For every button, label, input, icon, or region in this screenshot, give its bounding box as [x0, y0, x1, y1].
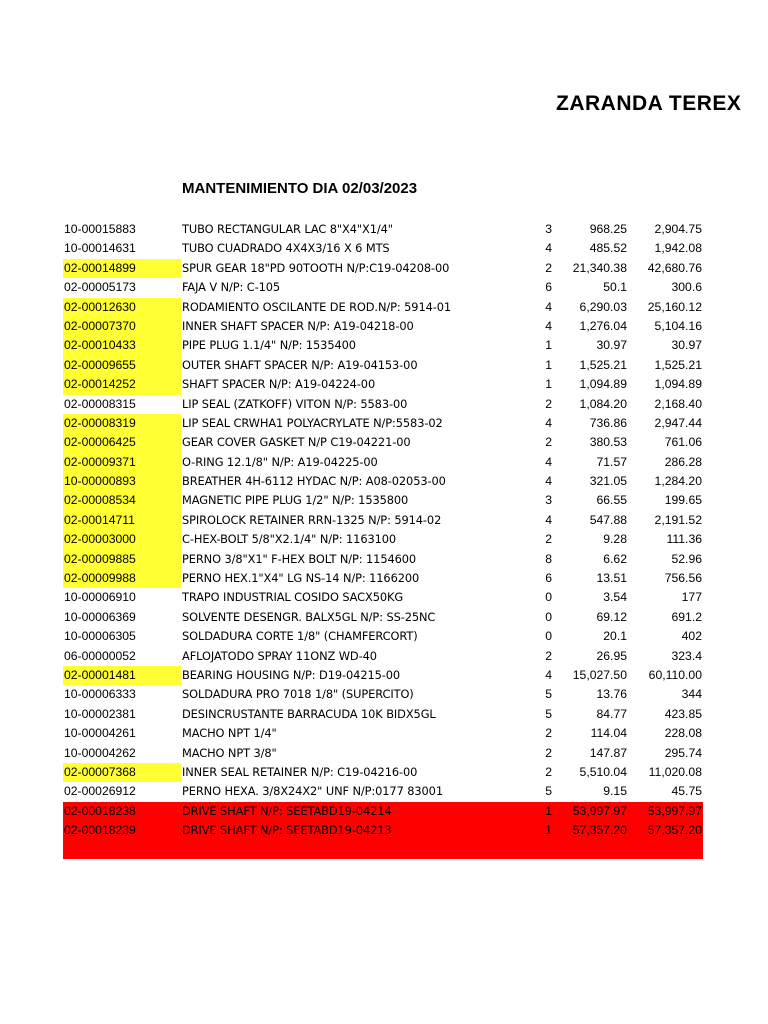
- description-cell[interactable]: TUBO RECTANGULAR LAC 8"X4"X1/4": [182, 222, 393, 236]
- table-row[interactable]: [0, 802, 768, 821]
- parts-table: [0, 220, 768, 841]
- table-row[interactable]: [0, 782, 768, 801]
- quantity-cell[interactable]: 2: [545, 532, 552, 547]
- total-cell[interactable]: 177: [681, 590, 702, 605]
- table-row[interactable]: [0, 744, 768, 763]
- total-cell[interactable]: 2,168.40: [654, 396, 702, 411]
- quantity-cell[interactable]: 1: [545, 823, 552, 838]
- code-cell[interactable]: 02-00014711: [63, 511, 181, 530]
- total-cell[interactable]: 111.36: [666, 532, 702, 547]
- unit-price-cell[interactable]: 147.87: [589, 745, 627, 760]
- total-cell[interactable]: 42,680.76: [647, 260, 702, 275]
- code-cell[interactable]: 10-00014631: [64, 241, 136, 256]
- total-cell[interactable]: 5,104.16: [654, 318, 702, 333]
- table-row[interactable]: [0, 666, 768, 685]
- description-cell[interactable]: DESINCRUSTANTE BARRACUDA 10K BIDX5GL: [182, 706, 436, 721]
- unit-price-cell[interactable]: 21,340.38: [572, 260, 627, 275]
- unit-price-cell[interactable]: 13.51: [596, 571, 627, 586]
- description-cell[interactable]: LIP SEAL (ZATKOFF) VITON N/P: 5583-00: [182, 396, 408, 411]
- code-cell[interactable]: 02-00014252: [63, 375, 181, 394]
- quantity-cell[interactable]: 5: [545, 687, 552, 702]
- quantity-cell[interactable]: 4: [545, 512, 552, 527]
- unit-price-cell[interactable]: 380.53: [589, 435, 627, 450]
- description-cell[interactable]: INNER SHAFT SPACER N/P: A19-04218-00: [182, 318, 414, 333]
- unit-price-cell[interactable]: 53,997.97: [572, 803, 627, 818]
- code-cell[interactable]: 10-00000893: [63, 472, 181, 491]
- table-row[interactable]: [0, 511, 768, 530]
- description-cell[interactable]: C-HEX-BOLT 5/8"X2.1/4" N/P: 1163100: [182, 532, 397, 547]
- unit-price-cell[interactable]: 9.15: [603, 784, 627, 799]
- table-row[interactable]: [0, 569, 768, 588]
- code-cell[interactable]: 02-00003000: [63, 530, 181, 549]
- code-cell[interactable]: 02-00007370: [63, 317, 181, 336]
- description-cell[interactable]: SOLVENTE DESENGR. BALX5GL N/P: SS-25NC: [182, 609, 436, 624]
- description-cell[interactable]: OUTER SHAFT SPACER N/P: A19-04153-00: [182, 357, 418, 372]
- quantity-cell[interactable]: 1: [545, 338, 552, 353]
- code-cell[interactable]: 02-00009988: [63, 569, 181, 588]
- table-row[interactable]: [0, 433, 768, 452]
- unit-price-cell[interactable]: 1,084.20: [579, 396, 627, 411]
- table-row[interactable]: [0, 588, 768, 607]
- code-cell[interactable]: 02-00009371: [63, 453, 181, 472]
- unit-price-cell[interactable]: 1,276.04: [579, 318, 627, 333]
- quantity-cell[interactable]: 0: [545, 590, 552, 605]
- unit-price-cell[interactable]: 485.52: [589, 241, 627, 256]
- table-row[interactable]: [0, 375, 768, 394]
- quantity-cell[interactable]: 4: [545, 474, 552, 489]
- quantity-cell[interactable]: 1: [545, 803, 552, 818]
- description-cell[interactable]: INNER SEAL RETAINER N/P: C19-04216-00: [182, 764, 418, 779]
- unit-price-cell[interactable]: 30.97: [596, 338, 627, 353]
- quantity-cell[interactable]: 3: [545, 222, 552, 236]
- code-cell[interactable]: 02-00018238: [64, 803, 136, 818]
- table-row[interactable]: [0, 530, 768, 549]
- total-cell[interactable]: 756.56: [664, 571, 702, 586]
- description-cell[interactable]: PERNO HEXA. 3/8X24X2" UNF N/P:0177 83001: [182, 784, 443, 799]
- code-cell[interactable]: 10-00015883: [64, 222, 136, 236]
- total-cell[interactable]: 402: [681, 629, 702, 644]
- unit-price-cell[interactable]: 26.95: [596, 648, 627, 663]
- description-cell[interactable]: RODAMIENTO OSCILANTE DE ROD.N/P: 5914-01: [182, 299, 452, 314]
- description-cell[interactable]: PERNO HEX.1"X4" LG NS-14 N/P: 1166200: [182, 571, 420, 586]
- code-cell[interactable]: 02-00026912: [64, 784, 136, 799]
- total-cell[interactable]: 423.85: [664, 706, 702, 721]
- description-cell[interactable]: SPUR GEAR 18"PD 90TOOTH N/P:C19-04208-00: [182, 260, 450, 275]
- unit-price-cell[interactable]: 1,094.89: [579, 377, 627, 392]
- table-row[interactable]: [0, 298, 768, 317]
- total-cell[interactable]: 2,191.52: [654, 512, 702, 527]
- quantity-cell[interactable]: 5: [545, 784, 552, 799]
- total-cell[interactable]: 761.06: [664, 435, 702, 450]
- description-cell[interactable]: DRIVE SHAFT N/P: SEETABD19-04213: [182, 823, 392, 838]
- description-cell[interactable]: SOLDADURA CORTE 1/8" (CHAMFERCORT): [182, 629, 418, 644]
- quantity-cell[interactable]: 2: [545, 745, 552, 760]
- unit-price-cell[interactable]: 50.1: [603, 280, 627, 295]
- table-row[interactable]: [0, 239, 768, 258]
- description-cell[interactable]: SPIROLOCK RETAINER RRN-1325 N/P: 5914-02: [182, 512, 442, 527]
- table-row[interactable]: [0, 395, 768, 414]
- table-row[interactable]: [0, 336, 768, 355]
- unit-price-cell[interactable]: 1,525.21: [579, 357, 627, 372]
- description-cell[interactable]: GEAR COVER GASKET N/P C19-04221-00: [182, 435, 411, 450]
- total-cell[interactable]: 691.2: [671, 609, 702, 624]
- code-cell[interactable]: 06-00000052: [64, 648, 136, 663]
- table-row[interactable]: [0, 608, 768, 627]
- table-row[interactable]: [0, 220, 768, 239]
- table-row[interactable]: [0, 491, 768, 510]
- quantity-cell[interactable]: 4: [545, 667, 552, 682]
- total-cell[interactable]: 1,094.89: [654, 377, 702, 392]
- unit-price-cell[interactable]: 3.54: [603, 590, 627, 605]
- description-cell[interactable]: MACHO NPT 3/8": [182, 745, 277, 760]
- table-row[interactable]: [0, 724, 768, 743]
- total-cell[interactable]: 1,284.20: [654, 474, 702, 489]
- code-cell[interactable]: 02-00010433: [63, 336, 181, 355]
- quantity-cell[interactable]: 2: [545, 396, 552, 411]
- unit-price-cell[interactable]: 66.55: [596, 493, 627, 508]
- description-cell[interactable]: MACHO NPT 1/4": [182, 726, 277, 741]
- description-cell[interactable]: SOLDADURA PRO 7018 1/8" (SUPERCITO): [182, 687, 414, 702]
- total-cell[interactable]: 1,942.08: [654, 241, 702, 256]
- description-cell[interactable]: LIP SEAL CRWHA1 POLYACRYLATE N/P:5583-02: [182, 415, 443, 430]
- unit-price-cell[interactable]: 84.77: [596, 706, 627, 721]
- table-row[interactable]: [0, 414, 768, 433]
- table-row[interactable]: [0, 278, 768, 297]
- code-cell[interactable]: 10-00004261: [64, 726, 136, 741]
- total-cell[interactable]: 199.65: [664, 493, 702, 508]
- description-cell[interactable]: AFLOJATODO SPRAY 11ONZ WD-40: [182, 648, 377, 663]
- table-row[interactable]: [0, 763, 768, 782]
- quantity-cell[interactable]: 1: [545, 357, 552, 372]
- description-cell[interactable]: O-RING 12.1/8" N/P: A19-04225-00: [182, 454, 378, 469]
- code-cell[interactable]: 02-00008534: [63, 491, 181, 510]
- table-row[interactable]: [0, 317, 768, 336]
- total-cell[interactable]: 60,110.00: [648, 667, 702, 682]
- code-cell[interactable]: 02-00012630: [63, 298, 181, 317]
- unit-price-cell[interactable]: 6,290.03: [579, 299, 627, 314]
- code-cell[interactable]: 02-00005173: [64, 280, 136, 295]
- code-cell[interactable]: 10-00006369: [64, 609, 136, 624]
- table-row[interactable]: [0, 356, 768, 375]
- unit-price-cell[interactable]: 9.28: [603, 532, 627, 547]
- table-row[interactable]: [0, 705, 768, 724]
- quantity-cell[interactable]: 2: [545, 435, 552, 450]
- description-cell[interactable]: PIPE PLUG 1.1/4" N/P: 1535400: [182, 338, 356, 353]
- quantity-cell[interactable]: 8: [545, 551, 552, 566]
- total-cell[interactable]: 323.4: [671, 648, 702, 663]
- total-cell[interactable]: 2,947.44: [654, 415, 702, 430]
- quantity-cell[interactable]: 2: [545, 260, 552, 275]
- unit-price-cell[interactable]: 20.1: [603, 629, 627, 644]
- maintenance-date-heading: MANTENIMIENTO DIA 02/03/2023: [182, 180, 418, 197]
- total-cell[interactable]: 11,020.08: [648, 764, 702, 779]
- total-cell[interactable]: 295.74: [664, 745, 702, 760]
- total-cell[interactable]: 57,357.20: [647, 823, 702, 838]
- quantity-cell[interactable]: 3: [545, 493, 552, 508]
- table-row[interactable]: [0, 550, 768, 569]
- code-cell[interactable]: 10-00006305: [64, 629, 136, 644]
- description-cell[interactable]: PERNO 3/8"X1" F-HEX BOLT N/P: 1154600: [182, 551, 417, 566]
- code-cell[interactable]: 02-00009655: [63, 356, 181, 375]
- quantity-cell[interactable]: 0: [545, 609, 552, 624]
- total-cell[interactable]: 228.08: [664, 726, 702, 741]
- table-row[interactable]: [0, 627, 768, 646]
- quantity-cell[interactable]: 0: [545, 629, 552, 644]
- total-cell[interactable]: 30.97: [671, 338, 702, 353]
- unit-price-cell[interactable]: 57,357.20: [572, 823, 627, 838]
- table-row[interactable]: [0, 259, 768, 278]
- table-row[interactable]: [0, 685, 768, 704]
- code-cell[interactable]: 02-00009885: [63, 550, 181, 569]
- quantity-cell[interactable]: 6: [545, 571, 552, 586]
- total-cell[interactable]: 52.96: [671, 551, 702, 566]
- unit-price-cell[interactable]: 71.57: [596, 454, 627, 469]
- total-cell[interactable]: 53,997.97: [647, 803, 702, 818]
- unit-price-cell[interactable]: 321.05: [589, 474, 627, 489]
- quantity-cell[interactable]: 1: [545, 377, 552, 392]
- code-cell[interactable]: 02-00008315: [64, 396, 136, 411]
- quantity-cell[interactable]: 2: [545, 726, 552, 741]
- unit-price-cell[interactable]: 5,510.04: [579, 764, 627, 779]
- unit-price-cell[interactable]: 69.12: [596, 609, 627, 624]
- quantity-cell[interactable]: 6: [545, 280, 552, 295]
- total-cell[interactable]: 344: [681, 687, 702, 702]
- quantity-cell[interactable]: 4: [545, 299, 552, 314]
- code-cell[interactable]: 10-00002381: [64, 706, 136, 721]
- code-cell[interactable]: 02-00008319: [63, 414, 181, 433]
- total-cell[interactable]: 300.6: [671, 280, 702, 295]
- code-cell[interactable]: 10-00006910: [64, 590, 136, 605]
- description-cell[interactable]: FAJA V N/P: C-105: [182, 280, 281, 295]
- code-cell[interactable]: 02-00018239: [64, 823, 136, 838]
- quantity-cell[interactable]: 4: [545, 454, 552, 469]
- total-cell[interactable]: 45.75: [671, 784, 702, 799]
- code-cell[interactable]: 02-00001481: [63, 666, 181, 685]
- quantity-cell[interactable]: 4: [545, 241, 552, 256]
- description-cell[interactable]: BEARING HOUSING N/P: D19-04215-00: [182, 667, 401, 682]
- code-cell[interactable]: 02-00007368: [63, 763, 181, 782]
- description-cell[interactable]: BREATHER 4H-6112 HYDAC N/P: A08-02053-00: [182, 474, 446, 489]
- unit-price-cell[interactable]: 15,027.50: [572, 667, 627, 682]
- code-cell[interactable]: 10-00006333: [64, 687, 136, 702]
- unit-price-cell[interactable]: 968.25: [589, 222, 627, 236]
- total-cell[interactable]: 25,160.12: [647, 299, 702, 314]
- table-row[interactable]: [0, 821, 768, 840]
- unit-price-cell[interactable]: 736.86: [589, 415, 627, 430]
- quantity-cell[interactable]: 2: [545, 764, 552, 779]
- table-row[interactable]: [0, 453, 768, 472]
- quantity-cell[interactable]: 4: [545, 318, 552, 333]
- total-cell[interactable]: 2,904.75: [654, 222, 702, 236]
- code-cell[interactable]: 10-00004262: [64, 745, 136, 760]
- description-cell[interactable]: TRAPO INDUSTRIAL COSIDO SACX50KG: [182, 590, 404, 605]
- unit-price-cell[interactable]: 547.88: [589, 512, 627, 527]
- quantity-cell[interactable]: 2: [545, 648, 552, 663]
- description-cell[interactable]: MAGNETIC PIPE PLUG 1/2" N/P: 1535800: [182, 493, 409, 508]
- quantity-cell[interactable]: 4: [545, 415, 552, 430]
- unit-price-cell[interactable]: 114.04: [590, 726, 627, 741]
- sheet-title: ZARANDA TEREX: [556, 92, 742, 115]
- code-cell[interactable]: 02-00014899: [63, 259, 181, 278]
- total-cell[interactable]: 286.28: [664, 454, 702, 469]
- total-cell[interactable]: 1,525.21: [654, 357, 702, 372]
- code-cell[interactable]: 02-00006425: [63, 433, 181, 452]
- description-cell[interactable]: TUBO CUADRADO 4X4X3/16 X 6 MTS: [182, 241, 390, 256]
- unit-price-cell[interactable]: 6.62: [603, 551, 627, 566]
- description-cell[interactable]: SHAFT SPACER N/P: A19-04224-00: [182, 377, 376, 392]
- description-cell[interactable]: DRIVE SHAFT N/P: SEETABD19-04214: [182, 803, 392, 818]
- quantity-cell[interactable]: 5: [545, 706, 552, 721]
- table-row[interactable]: [0, 472, 768, 491]
- unit-price-cell[interactable]: 13.76: [596, 687, 627, 702]
- table-row[interactable]: [0, 647, 768, 666]
